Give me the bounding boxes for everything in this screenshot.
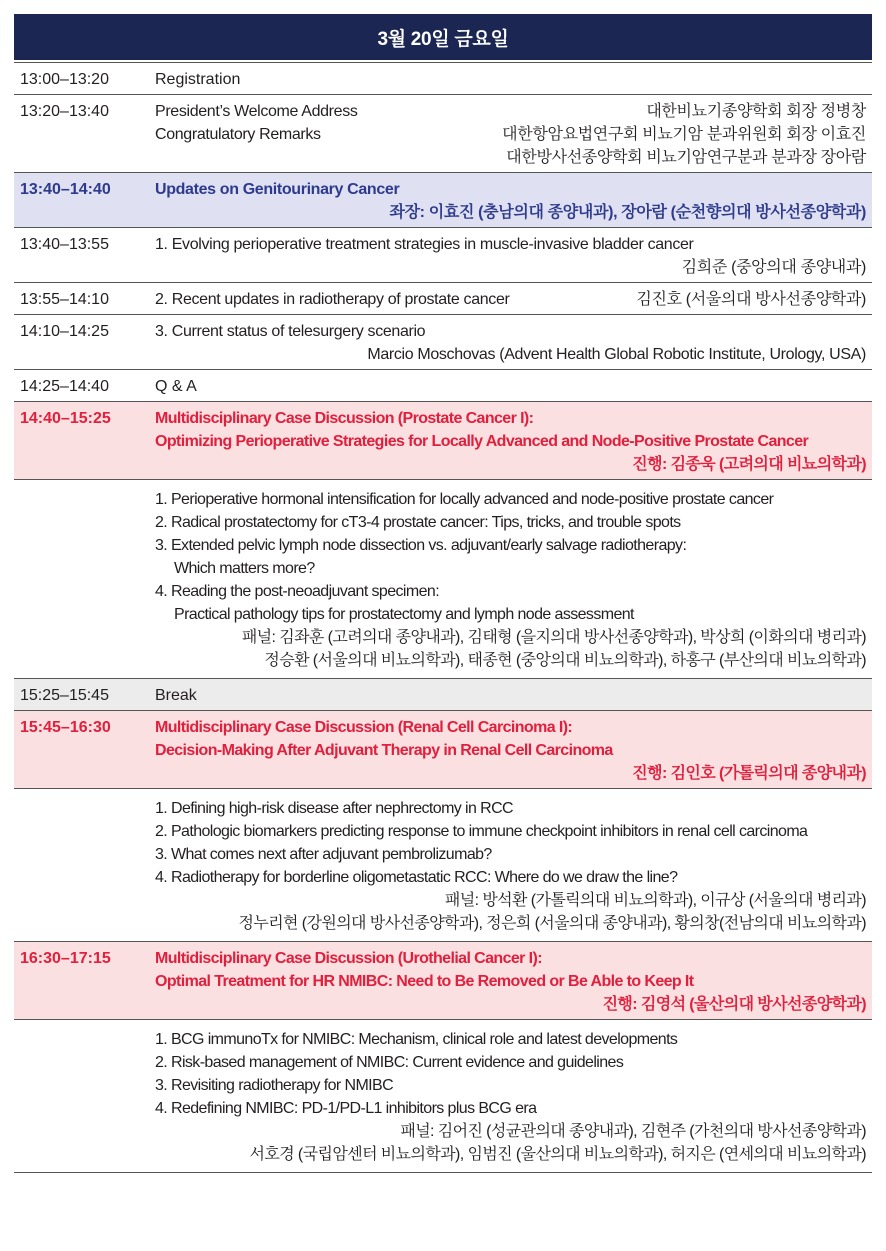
panel-list: 정누리현 (강원의대 방사선종양학과), 정은희 (서울의대 종양내과), 황의창(전남의대 비뇨의학과) <box>238 915 866 932</box>
panel-list: 패널: 김좌훈 (고려의대 종양내과), 김태형 (을지의대 방사선종양학과), 박상희 (이화의대 병리과) <box>241 629 866 646</box>
session-subtitle: Decision-Making After Adjuvant Therapy in Renal Cell Carcinoma <box>155 742 613 759</box>
session-header-urothelial <box>14 942 872 1020</box>
session-subtitle: Optimizing Perioperative Strategies for Locally Advanced and Node-Positive Prostate Cancer <box>155 433 809 450</box>
session-moderator: 진행: 김영석 (울산의대 방사선종양학과) <box>602 996 866 1013</box>
session-title: Updates on Genitourinary Cancer <box>155 181 400 198</box>
topic-item: 2. Risk-based management of NMIBC: Current evidence and guidelines <box>155 1054 624 1071</box>
topic-item: 1. BCG immunoTx for NMIBC: Mechanism, clinical role and latest developments <box>155 1031 678 1048</box>
time-slot: 13:20–13:40 <box>20 103 109 120</box>
session-title: Multidisciplinary Case Discussion (Prostate Cancer I): <box>155 410 534 427</box>
schedule-row-talk-2 <box>14 283 872 315</box>
topic-item: 1. Defining high-risk disease after nephrectomy in RCC <box>155 800 513 817</box>
panel-list: 정승환 (서울의대 비뇨의학과), 태종현 (중앙의대 비뇨의학과), 하홍구 (부산의대 비뇨의학과) <box>264 652 866 669</box>
remarks-speaker: 대한항암요법연구회 비뇨기암 분과위원회 회장 이효진 <box>502 126 866 143</box>
day-header: 3월 20일 금요일 <box>14 14 872 60</box>
schedule-row-talk-3 <box>14 315 872 370</box>
session-moderator: 진행: 김인호 (가톨릭의대 종양내과) <box>632 765 866 782</box>
topic-item: 4. Reading the post-neoadjuvant specimen: <box>155 583 440 600</box>
panel-list: 서호경 (국립암센터 비뇨의학과), 임범진 (울산의대 비뇨의학과), 허지은 (연세의대 비뇨의학과) <box>249 1146 866 1163</box>
session-title: Multidisciplinary Case Discussion (Renal Cell Carcinoma I): <box>155 719 573 736</box>
session-topics-prostate <box>14 480 872 679</box>
panel-list: 패널: 방석환 (가톨릭의대 비뇨의학과), 이규상 (서울의대 병리과) <box>444 892 866 909</box>
topic-item: 2. Radical prostatectomy for cT3-4 prostate cancer: Tips, tricks, and trouble spots <box>155 514 681 531</box>
talk-title: 2. Recent updates in radiotherapy of prostate cancer <box>155 291 510 308</box>
item-title: Registration <box>155 71 241 88</box>
session-time: 16:30–17:15 <box>20 950 111 967</box>
session-header-prostate <box>14 402 872 480</box>
remarks-title: Congratulatory Remarks <box>155 126 321 143</box>
session-moderator: 진행: 김종욱 (고려의대 비뇨의학과) <box>632 456 866 473</box>
talk-speaker: 김진호 (서울의대 방사선종양학과) <box>636 291 866 308</box>
topic-item: 3. What comes next after adjuvant pembrolizumab? <box>155 846 492 863</box>
topic-item: 3. Revisiting radiotherapy for NMIBC <box>155 1077 394 1094</box>
session-chair: 좌장: 이효진 (충남의대 종양내과), 장아람 (순천향의대 방사선종양학과) <box>389 204 866 221</box>
topic-item: 3. Extended pelvic lymph node dissection vs. adjuvant/early salvage radiotherapy: <box>155 537 687 554</box>
program-schedule <box>14 14 872 1173</box>
topic-item-continued: Which matters more? <box>174 560 315 577</box>
welcome-title: President’s Welcome Address <box>155 103 358 120</box>
schedule-row-registration <box>14 62 872 95</box>
topic-item: 4. Radiotherapy for borderline oligometastatic RCC: Where do we draw the line? <box>155 869 678 886</box>
topic-item: 2. Pathologic biomarkers predicting response to immune checkpoint inhibitors in renal cell carcinoma <box>155 823 808 840</box>
session-header-rcc <box>14 711 872 789</box>
session-title: Multidisciplinary Case Discussion (Urothelial Cancer I): <box>155 950 542 967</box>
session-topics-rcc <box>14 789 872 942</box>
panel-list: 패널: 김어진 (성균관의대 종양내과), 김현주 (가천의대 방사선종양학과) <box>400 1123 866 1140</box>
remarks-speaker: 대한방사선종양학회 비뇨기암연구분과 분과장 장아람 <box>506 149 866 166</box>
talk-speaker: Marcio Moschovas (Advent Health Global Robotic Institute, Urology, USA) <box>367 346 866 363</box>
schedule-row-qa <box>14 370 872 402</box>
session-time: 13:40–14:40 <box>20 181 111 198</box>
item-title: Break <box>155 687 197 704</box>
talk-title: 3. Current status of telesurgery scenario <box>155 323 426 340</box>
topic-item: 1. Perioperative hormonal intensification for locally advanced and node-positive prostate cancer <box>155 491 774 508</box>
schedule-row-welcome <box>14 95 872 173</box>
welcome-speaker: 대한비뇨기종양학회 회장 정병창 <box>646 103 866 120</box>
time-slot: 14:25–14:40 <box>20 378 109 395</box>
time-slot: 14:10–14:25 <box>20 323 109 340</box>
time-slot: 13:55–14:10 <box>20 291 109 308</box>
topic-item-continued: Practical pathology tips for prostatectomy and lymph node assessment <box>174 606 634 623</box>
schedule-row-break <box>14 679 872 711</box>
topic-item: 4. Redefining NMIBC: PD-1/PD-L1 inhibitors plus BCG era <box>155 1100 537 1117</box>
item-title: Q & A <box>155 378 197 395</box>
time-slot: 13:00–13:20 <box>20 71 109 88</box>
session-header-gu-updates <box>14 173 872 228</box>
session-topics-urothelial <box>14 1020 872 1173</box>
schedule-row-talk-1 <box>14 228 872 283</box>
session-time: 14:40–15:25 <box>20 410 111 427</box>
session-time: 15:45–16:30 <box>20 719 111 736</box>
time-slot: 15:25–15:45 <box>20 687 109 704</box>
time-slot: 13:40–13:55 <box>20 236 109 253</box>
talk-title: 1. Evolving perioperative treatment strategies in muscle-invasive bladder cancer <box>155 236 694 253</box>
session-subtitle: Optimal Treatment for HR NMIBC: Need to Be Removed or Be Able to Keep It <box>155 973 694 990</box>
talk-speaker: 김희준 (중앙의대 종양내과) <box>681 259 866 276</box>
